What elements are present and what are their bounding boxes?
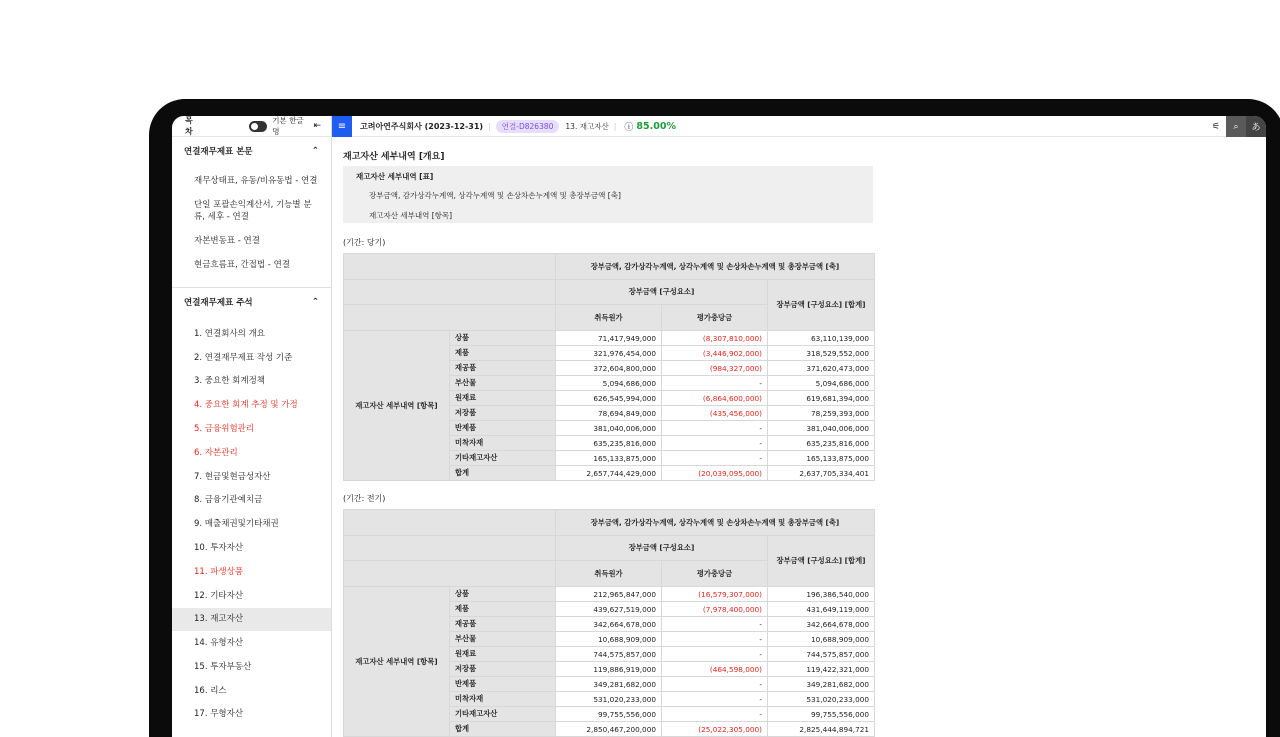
cost-cell: 99,755,556,000: [556, 707, 662, 722]
allowance-cell: -: [662, 421, 768, 436]
sidebar-item[interactable]: 12. 기타자산: [194, 590, 244, 601]
inventory-table: [343, 253, 875, 481]
total-cell: 2,637,705,334,401: [768, 466, 875, 481]
cost-cell: 372,604,800,000: [556, 361, 662, 376]
total-cell: 342,664,678,000: [768, 617, 875, 632]
total-cell: 635,235,816,000: [768, 436, 875, 451]
row-label: 합계: [450, 722, 556, 737]
allowance-cell: -: [662, 647, 768, 662]
allowance-cell: (464,598,000): [662, 662, 768, 677]
allowance-cell: -: [662, 707, 768, 722]
total-cell: 78,259,393,000: [768, 406, 875, 421]
allowance-cell: (435,456,000): [662, 406, 768, 421]
allowance-cell: -: [662, 376, 768, 391]
row-label: 재공품: [450, 617, 556, 632]
current-section: 13. 재고자산: [565, 121, 609, 131]
total-cell: 119,422,321,000: [768, 662, 875, 677]
sidebar-item[interactable]: 1. 연결회사의 개요: [194, 328, 265, 339]
row-label: 반제품: [450, 421, 556, 436]
allowance-header: 평가충당금: [662, 305, 768, 331]
sidebar-section-header[interactable]: [172, 137, 331, 165]
total-header: 장부금액 [구성요소] [합계]: [768, 280, 875, 331]
sidebar-section-title: 연결재무제표 주석: [184, 298, 253, 308]
allowance-cell: (984,327,000): [662, 361, 768, 376]
row-label: 기타재고자산: [450, 707, 556, 722]
cost-cell: 119,886,919,000: [556, 662, 662, 677]
sidebar-item[interactable]: 8. 금융기관예치금: [194, 495, 263, 506]
table-row: [344, 331, 875, 346]
header-blank: [344, 254, 556, 280]
component-header: 장부금액 [구성요소]: [556, 536, 768, 561]
header-blank: [344, 510, 556, 536]
sidebar-item[interactable]: 7. 현금및현금성자산: [194, 471, 271, 482]
total-cell: 99,755,556,000: [768, 707, 875, 722]
sidebar-item[interactable]: 4. 중요한 회계 추정 및 가정: [194, 400, 298, 411]
allowance-cell: -: [662, 677, 768, 692]
row-group-label: 재고자산 세부내역 [항목]: [344, 331, 450, 481]
row-label: 제품: [450, 346, 556, 361]
row-label: 재공품: [450, 361, 556, 376]
allowance-cell: -: [662, 632, 768, 647]
total-cell: 349,281,682,000: [768, 677, 875, 692]
allowance-cell: -: [662, 617, 768, 632]
total-cell: 318,529,552,000: [768, 346, 875, 361]
sidebar-toolbar: [172, 116, 331, 137]
sidebar-item[interactable]: 2. 연결재무제표 작성 기준: [194, 352, 293, 363]
sidebar-item[interactable]: 3. 중요한 회계정책: [194, 376, 265, 387]
cost-cell: 349,281,682,000: [556, 677, 662, 692]
row-label: 반제품: [450, 677, 556, 692]
sidebar-item[interactable]: 17. 무형자산: [194, 709, 244, 720]
row-label: 부산물: [450, 376, 556, 391]
cost-header: 취득원가: [556, 305, 662, 331]
allowance-cell: -: [662, 692, 768, 707]
row-label: 제품: [450, 602, 556, 617]
summary-line: 장부금액, 감가상각누계액, 상각누계액 및 손상차손누계액 및 총장부금액 [축]: [369, 191, 621, 200]
score-value: 85.00%: [636, 120, 676, 132]
axis-header: 장부금액, 감가상각누계액, 상각누계액 및 손상차손누계액 및 총장부금액 [축]: [556, 254, 875, 280]
total-cell: 531,020,233,000: [768, 692, 875, 707]
sidebar-item[interactable]: 11. 파생상품: [194, 566, 244, 577]
sidebar-item[interactable]: 자본변동표 - 연결: [194, 235, 260, 246]
row-group-label: 재고자산 세부내역 [항목]: [344, 587, 450, 737]
settings-sliders-icon[interactable]: ⚟: [1211, 121, 1221, 132]
page-title: 재고자산 세부내역 [개요]: [343, 152, 445, 162]
allowance-cell: -: [662, 451, 768, 466]
sidebar-item[interactable]: 10. 투자자산: [194, 542, 244, 553]
header-tools: [1206, 116, 1266, 137]
total-cell: 165,133,875,000: [768, 451, 875, 466]
korean-name-toggle[interactable]: [249, 121, 267, 132]
total-cell: 10,688,909,000: [768, 632, 875, 647]
allowance-header: 평가충당금: [662, 561, 768, 587]
top-header: [332, 116, 1266, 137]
allowance-cell: (8,307,810,000): [662, 331, 768, 346]
total-cell: 5,094,686,000: [768, 376, 875, 391]
cost-cell: 10,688,909,000: [556, 632, 662, 647]
cost-cell: 212,965,847,000: [556, 587, 662, 602]
sidebar-item[interactable]: 13. 재고자산: [172, 608, 331, 632]
period-label: (기간: 당기): [343, 238, 386, 247]
search-icon[interactable]: ⌕: [1226, 116, 1246, 137]
header-blank: [344, 536, 556, 561]
period-label: (기간: 전기): [343, 494, 386, 503]
sidebar-item[interactable]: 9. 매출채권및기타채권: [194, 519, 279, 530]
sidebar-item[interactable]: 16. 리스: [194, 685, 227, 696]
allowance-cell: (6,864,600,000): [662, 391, 768, 406]
menu-icon[interactable]: ≡: [332, 116, 352, 137]
total-cell: 63,110,139,000: [768, 331, 875, 346]
chevron-up-icon[interactable]: ⌃: [311, 146, 319, 156]
row-label: 저장품: [450, 406, 556, 421]
row-label: 합계: [450, 466, 556, 481]
row-label: 상품: [450, 331, 556, 346]
cost-cell: 321,976,454,000: [556, 346, 662, 361]
allowance-cell: (16,579,307,000): [662, 587, 768, 602]
total-cell: 619,681,394,000: [768, 391, 875, 406]
row-label: 미착자재: [450, 436, 556, 451]
cost-cell: 2,657,744,429,000: [556, 466, 662, 481]
cost-cell: 439,627,519,000: [556, 602, 662, 617]
allowance-cell: (25,022,305,000): [662, 722, 768, 737]
summary-line: 재고자산 세부내역 [항목]: [369, 211, 453, 220]
main-content: [343, 137, 1263, 737]
row-label: 원재료: [450, 647, 556, 662]
chevron-up-icon[interactable]: ⌃: [311, 297, 319, 307]
toc-label: 목차: [185, 116, 193, 136]
info-circle-icon[interactable]: ⓘ: [624, 122, 634, 133]
cost-cell: 635,235,816,000: [556, 436, 662, 451]
company-title: 고려아연주식회사 (2023-12-31): [360, 121, 484, 131]
sidebar: [172, 116, 332, 737]
cost-cell: 2,850,467,200,000: [556, 722, 662, 737]
cost-cell: 744,575,857,000: [556, 647, 662, 662]
row-label: 부산물: [450, 632, 556, 647]
total-cell: 381,040,006,000: [768, 421, 875, 436]
header-blank: [344, 305, 556, 331]
cost-cell: 342,664,678,000: [556, 617, 662, 632]
sidebar-item[interactable]: 단일 포괄손익계산서, 기능별 분류, 세후 - 연결: [194, 199, 312, 222]
cost-cell: 165,133,875,000: [556, 451, 662, 466]
divider: |: [488, 121, 491, 131]
total-header: 장부금액 [구성요소] [합계]: [768, 536, 875, 587]
sidebar-item[interactable]: 5. 금융위험관리: [194, 423, 255, 434]
header-blank: [344, 280, 556, 305]
allowance-cell: -: [662, 436, 768, 451]
allowance-cell: (20,039,095,000): [662, 466, 768, 481]
app-screen: [172, 116, 1266, 737]
allowance-cell: (3,446,902,000): [662, 346, 768, 361]
toggle-label: 기본 한글명: [272, 116, 304, 136]
row-label: 상품: [450, 587, 556, 602]
summary-box: [343, 166, 873, 223]
translate-icon[interactable]: あ: [1246, 116, 1266, 137]
total-cell: 371,620,473,000: [768, 361, 875, 376]
cost-cell: 71,417,949,000: [556, 331, 662, 346]
sidebar-section-title: 연결재무제표 본문: [184, 147, 253, 157]
filing-badge: 연결-D826380: [496, 120, 560, 133]
component-header: 장부금액 [구성요소]: [556, 280, 768, 305]
sidebar-sections: [172, 137, 331, 727]
row-label: 저장품: [450, 662, 556, 677]
panel-collapse-icon[interactable]: ⇤: [313, 121, 321, 131]
sidebar-item[interactable]: 14. 유형자산: [194, 638, 244, 649]
total-cell: 196,386,540,000: [768, 587, 875, 602]
axis-header: 장부금액, 감가상각누계액, 상각누계액 및 손상차손누계액 및 총장부금액 [축]: [556, 510, 875, 536]
sidebar-item[interactable]: 6. 자본관리: [194, 447, 238, 458]
row-label: 미착자재: [450, 692, 556, 707]
cost-cell: 531,020,233,000: [556, 692, 662, 707]
inventory-table: [343, 509, 875, 737]
sidebar-item[interactable]: 재무상태표, 유동/비유동법 - 연결: [194, 175, 318, 186]
sidebar-section-header[interactable]: [172, 288, 331, 316]
header-blank: [344, 561, 556, 587]
total-cell: 2,825,444,894,721: [768, 722, 875, 737]
total-cell: 744,575,857,000: [768, 647, 875, 662]
cost-cell: 78,694,849,000: [556, 406, 662, 421]
row-label: 원재료: [450, 391, 556, 406]
cost-cell: 626,545,994,000: [556, 391, 662, 406]
total-cell: 431,649,119,000: [768, 602, 875, 617]
cost-header: 취득원가: [556, 561, 662, 587]
divider: |: [613, 121, 617, 131]
cost-cell: 381,040,006,000: [556, 421, 662, 436]
cost-cell: 5,094,686,000: [556, 376, 662, 391]
allowance-cell: (7,978,400,000): [662, 602, 768, 617]
table-row: [344, 587, 875, 602]
summary-line: 재고자산 세부내역 [표]: [356, 172, 434, 181]
sidebar-item[interactable]: 15. 투자부동산: [194, 661, 252, 672]
sidebar-item[interactable]: 현금흐름표, 간접법 - 연결: [194, 259, 290, 270]
row-label: 기타재고자산: [450, 451, 556, 466]
